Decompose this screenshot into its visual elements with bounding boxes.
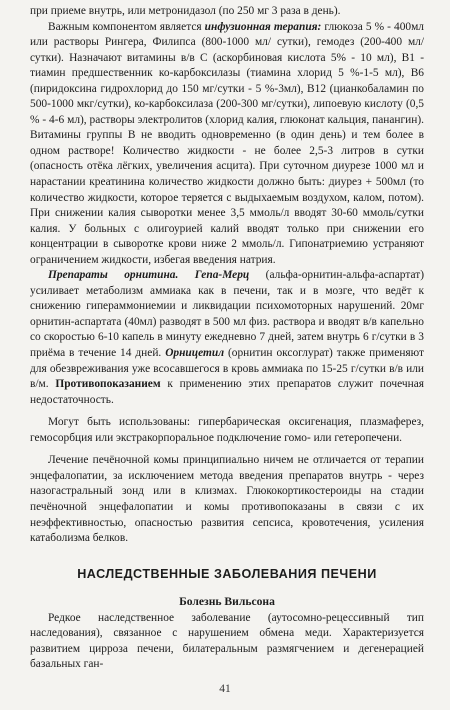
text-run: к применению этих препаратов служит почечная недостаточность. xyxy=(30,378,424,406)
paragraph-hepatic-coma: Лечение печёночной комы принципиально ничем не отличается от терапии энцефалопатии, за исключением метода введения препаратов внутрь - через назогастральный зонд или в клизмах. Глюкокортикостероиды на стадии печёночной энцефалопатии и комы противопоказаны в связи с их неэффективностью, опасностью развития сепсиса, кровотечения, усиления катаболизма белков. xyxy=(30,454,424,545)
paragraph-other-methods: Могут быть использованы: гипербарическая оксигенация, плазмаферез, гемосорбция или экстракорпоральное подключение гомо- или гетеропечени. xyxy=(30,416,424,444)
paragraph-ornithine xyxy=(30,268,424,408)
emphasis-contraindication: Противопоказанием xyxy=(55,378,161,391)
page-number: 41 xyxy=(219,683,231,695)
emphasis-ornithine-drugs: Препараты орнитина. Гепа-Мерц xyxy=(48,269,250,282)
section-title: НАСЛЕДСТВЕННЫЕ ЗАБОЛЕВАНИЯ ПЕЧЕНИ xyxy=(77,566,377,581)
text-run: (альфа-орнитин-альфа-аспартат) усиливает метаболизм аммиака как в печени, так и в мозге, что ведёт к снижению гипераммониемии и ликвидации психомоторных нарушений. 20мг орнитин-аспартата (40мл) разводят в 500 мл физ. раствора и вводят в/в капельно со скоростью 6-10 капель в минуту ежедневно 7 дней, затем внутрь 6 г/сутки в 3 приёма в течение 14 дней. xyxy=(30,269,425,360)
emphasis-ornicetil: Орницетил xyxy=(165,347,225,360)
paragraph-infusion-therapy xyxy=(30,20,424,269)
text-run: (орнитин оксоглурат) также применяют для обезвреживания уже всосавшегося в кровь аммиака по 15-25 г/сутки в/в или в/м. xyxy=(30,347,424,391)
paragraph-continuation: при приеме внутрь, или метронидазол (по 250 мг 3 раза в день). xyxy=(30,5,341,17)
subsection-title: Болезнь Вильсона xyxy=(179,594,275,608)
paragraph-wilson-disease: Редкое наследственное заболевание (аутосомно-рецессивный тип наследования), связанное с нарушением обмена меди. Характеризуется развитием цирроза печени, билатеральным размягчением и дегенерацией базальных ган- xyxy=(30,611,424,671)
text-run: Важным компонентом является xyxy=(48,20,205,33)
emphasis-infusion-therapy: инфузионная терапия: xyxy=(204,20,322,33)
text-run: глюкоза 5 % - 400мл или растворы Рингера, Филипса (800-1000 мл/ сутки), гемодез (200-400 мл/сутки). Назначают витамины в/в С (аскорбиновая кислота 5% - 10 мл), В1 - тиамин предшественник ко-карбоксилазы (тиамина хлорид 5 %-1-5 мл), В6 (пиридоксина гидрохлорид до 150 мг/сутки - 5 %-3мл), В12 (цианкобаламин по 500-1000 мкг/сутки), ко-карбоксилаза (200-300 мг/сутки), липоевую кислоту (0,5 % - 4-6 мл), растворы электролитов (хлорид калия, глюконат кальция, панангин). Витамины группы В не вводить одновременно (в один день) и тем более в одном растворе! Количество жидкости - не более 2,5-3 литров в сутки (опасность отёка лёгких, увеличения асцита). При суточном диурезе 1000 мл и нарастании креатинина количество жидкости должно быть: диурез + 500мл (то количество жидкости, которое теряется с выдыхаемым воздухом, калом, потом). При снижении калия сыворотки менее 3,5 ммоль/л вводят 30-60 ммоль/сутки калия. У больных с олигоурией калий вводят только при снижении его концентрации в сыворотке крови ниже 2 ммоль/л. Гипонатриемию устраняют ограничением жидкости, избегая введения натрия. xyxy=(30,20,424,266)
